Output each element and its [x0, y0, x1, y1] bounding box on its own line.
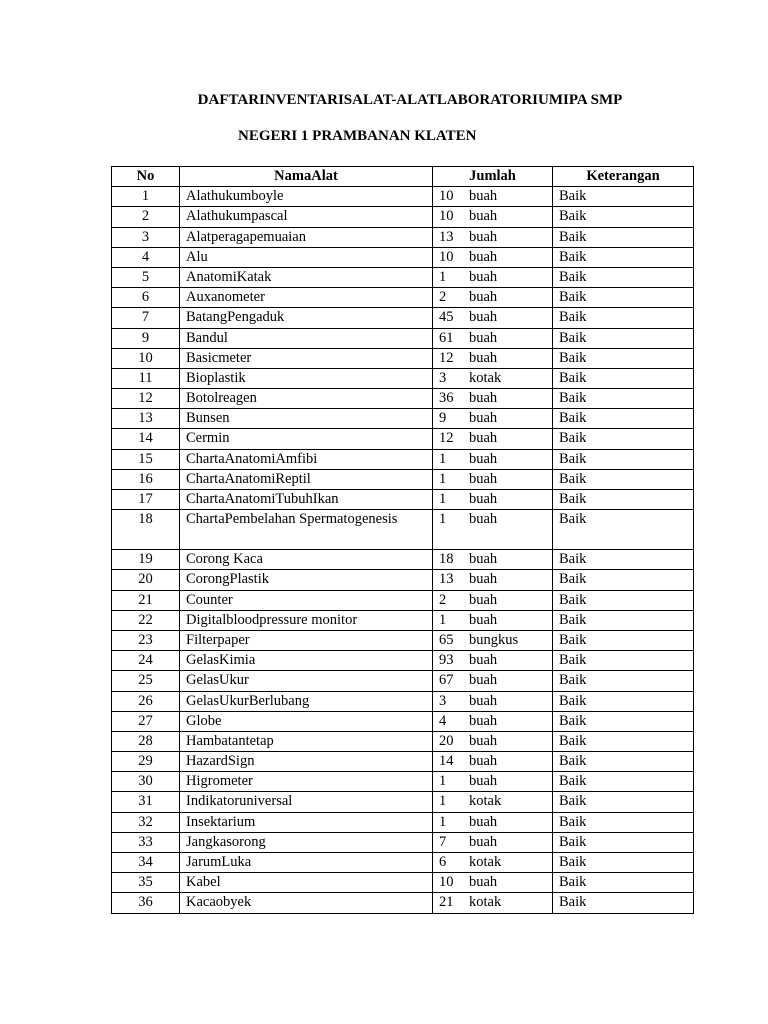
table-row	[112, 893, 694, 913]
row-keterangan: Baik	[553, 731, 694, 751]
row-no: 36	[112, 893, 180, 913]
row-jumlah	[433, 691, 553, 711]
row-keterangan: Baik	[553, 792, 694, 812]
row-qty: 4	[439, 712, 447, 729]
row-no: 15	[112, 449, 180, 469]
row-nama-alat: Bandul	[180, 328, 433, 348]
table-row	[112, 389, 694, 409]
row-unit: buah	[469, 470, 498, 487]
row-keterangan: Baik	[553, 630, 694, 650]
row-keterangan: Baik	[553, 389, 694, 409]
row-keterangan: Baik	[553, 267, 694, 287]
row-unit: kotak	[469, 369, 502, 386]
row-nama-alat: Digitalbloodpressure monitor	[180, 610, 433, 630]
row-nama-alat: Bioplastik	[180, 368, 433, 388]
row-nama-alat: Kabel	[180, 873, 433, 893]
row-nama-alat: Hambatantetap	[180, 731, 433, 751]
row-keterangan: Baik	[553, 570, 694, 590]
row-unit: buah	[469, 712, 498, 729]
row-qty: 61	[439, 329, 454, 346]
row-nama-alat: GelasKimia	[180, 651, 433, 671]
row-unit: buah	[469, 289, 498, 306]
row-unit: buah	[469, 511, 498, 528]
table-row	[112, 247, 694, 267]
row-no: 4	[112, 247, 180, 267]
row-keterangan: Baik	[553, 893, 694, 913]
row-jumlah	[433, 429, 553, 449]
row-unit: buah	[469, 551, 498, 568]
row-jumlah	[433, 207, 553, 227]
row-keterangan: Baik	[553, 308, 694, 328]
row-no: 3	[112, 227, 180, 247]
row-no: 30	[112, 772, 180, 792]
row-keterangan: Baik	[553, 247, 694, 267]
table-row	[112, 207, 694, 227]
document-title: DAFTARINVENTARISALAT-ALATLABORATORIUMIPA SMP	[197, 92, 623, 108]
document-subtitle: NEGERI 1 PRAMBANAN KLATEN	[238, 128, 477, 144]
table-row	[112, 671, 694, 691]
row-unit: buah	[469, 390, 498, 407]
table-row	[112, 227, 694, 247]
row-unit: buah	[469, 430, 498, 447]
row-keterangan: Baik	[553, 449, 694, 469]
row-qty: 1	[439, 511, 447, 528]
table-row	[112, 731, 694, 751]
row-keterangan: Baik	[553, 752, 694, 772]
row-nama-alat: Indikatoruniversal	[180, 792, 433, 812]
row-no: 26	[112, 691, 180, 711]
row-nama-alat: Alathukumpascal	[180, 207, 433, 227]
row-no: 35	[112, 873, 180, 893]
row-keterangan: Baik	[553, 812, 694, 832]
row-qty: 7	[439, 833, 447, 850]
row-jumlah	[433, 832, 553, 852]
row-jumlah	[433, 368, 553, 388]
row-unit: buah	[469, 349, 498, 366]
row-jumlah	[433, 873, 553, 893]
row-jumlah	[433, 630, 553, 650]
row-nama-alat: JarumLuka	[180, 853, 433, 873]
row-unit: buah	[469, 450, 498, 467]
row-keterangan: Baik	[553, 227, 694, 247]
row-jumlah	[433, 469, 553, 489]
inventory-table	[111, 166, 694, 914]
table-row	[112, 368, 694, 388]
row-keterangan: Baik	[553, 510, 694, 550]
row-jumlah	[433, 590, 553, 610]
row-no: 18	[112, 510, 180, 550]
row-unit: kotak	[469, 854, 502, 870]
row-keterangan: Baik	[553, 490, 694, 510]
row-jumlah	[433, 752, 553, 772]
row-no: 5	[112, 267, 180, 287]
row-jumlah	[433, 792, 553, 812]
header-nama-alat: NamaAlat	[180, 167, 433, 187]
row-nama-alat: HazardSign	[180, 752, 433, 772]
row-no: 10	[112, 348, 180, 368]
row-nama-alat: Auxanometer	[180, 288, 433, 308]
table-row	[112, 630, 694, 650]
row-nama-alat: Botolreagen	[180, 389, 433, 409]
row-jumlah	[433, 772, 553, 792]
row-qty: 1	[439, 470, 447, 487]
row-jumlah	[433, 267, 553, 287]
table-row	[112, 812, 694, 832]
row-jumlah	[433, 893, 553, 913]
row-nama-alat: GelasUkur	[180, 671, 433, 691]
row-unit: buah	[469, 228, 498, 245]
row-jumlah	[433, 449, 553, 469]
row-nama-alat: AnatomiKatak	[180, 267, 433, 287]
table-row	[112, 469, 694, 489]
table-row	[112, 610, 694, 630]
row-jumlah	[433, 490, 553, 510]
row-jumlah	[433, 308, 553, 328]
row-no: 28	[112, 731, 180, 751]
row-unit: buah	[469, 611, 498, 628]
table-row	[112, 308, 694, 328]
row-nama-alat: Corong Kaca	[180, 550, 433, 570]
row-qty: 13	[439, 228, 454, 245]
row-nama-alat: Kacaobyek	[180, 893, 433, 913]
row-jumlah	[433, 328, 553, 348]
row-qty: 10	[439, 248, 454, 265]
row-keterangan: Baik	[553, 873, 694, 893]
table-row	[112, 853, 694, 873]
table-row	[112, 429, 694, 449]
row-qty: 10	[439, 188, 454, 205]
row-jumlah	[433, 812, 553, 832]
table-row	[112, 711, 694, 731]
row-qty: 1	[439, 793, 447, 810]
row-nama-alat: Higrometer	[180, 772, 433, 792]
table-row	[112, 570, 694, 590]
row-unit: buah	[469, 268, 498, 285]
row-no: 14	[112, 429, 180, 449]
row-qty: 65	[439, 631, 454, 648]
row-unit: buah	[469, 672, 498, 689]
row-jumlah	[433, 731, 553, 751]
row-jumlah	[433, 409, 553, 429]
row-no: 13	[112, 409, 180, 429]
row-no: 31	[112, 792, 180, 812]
table-body	[112, 187, 694, 913]
row-nama-alat: ChartaPembelahan Spermatogenesis	[180, 510, 433, 550]
row-qty: 21	[439, 894, 454, 911]
table-row	[112, 590, 694, 610]
row-nama-alat: Alathukumboyle	[180, 187, 433, 207]
row-keterangan: Baik	[553, 429, 694, 449]
row-qty: 1	[439, 813, 447, 830]
header-jumlah: Jumlah	[433, 167, 553, 187]
row-no: 24	[112, 651, 180, 671]
row-nama-alat: BatangPengaduk	[180, 308, 433, 328]
row-jumlah	[433, 550, 553, 570]
row-qty: 1	[439, 773, 447, 790]
row-qty: 1	[439, 268, 447, 285]
row-jumlah	[433, 671, 553, 691]
row-nama-alat: ChartaAnatomiTubuhIkan	[180, 490, 433, 510]
row-keterangan: Baik	[553, 368, 694, 388]
row-jumlah	[433, 187, 553, 207]
row-qty: 3	[439, 369, 447, 386]
row-qty: 10	[439, 208, 454, 225]
row-nama-alat: Cermin	[180, 429, 433, 449]
row-unit: buah	[469, 208, 498, 225]
row-unit: buah	[469, 491, 498, 507]
row-qty: 2	[439, 591, 447, 608]
row-jumlah	[433, 853, 553, 873]
table-row	[112, 651, 694, 671]
row-no: 29	[112, 752, 180, 772]
row-jumlah	[433, 288, 553, 308]
row-no: 16	[112, 469, 180, 489]
row-unit: kotak	[469, 894, 502, 911]
row-unit: buah	[469, 188, 498, 205]
row-keterangan: Baik	[553, 590, 694, 610]
table-row	[112, 772, 694, 792]
row-nama-alat: Insektarium	[180, 812, 433, 832]
table-row	[112, 328, 694, 348]
row-no: 22	[112, 610, 180, 630]
row-no: 9	[112, 328, 180, 348]
table-row	[112, 792, 694, 812]
row-qty: 3	[439, 692, 447, 709]
table-row	[112, 832, 694, 852]
row-no: 27	[112, 711, 180, 731]
row-qty: 14	[439, 753, 454, 770]
row-no: 1	[112, 187, 180, 207]
row-no: 25	[112, 671, 180, 691]
row-keterangan: Baik	[553, 651, 694, 671]
row-no: 34	[112, 853, 180, 873]
row-qty: 12	[439, 430, 454, 447]
row-unit: buah	[469, 571, 498, 588]
row-jumlah	[433, 711, 553, 731]
row-nama-alat: ChartaAnatomiAmfibi	[180, 449, 433, 469]
row-qty: 2	[439, 289, 447, 306]
row-no: 20	[112, 570, 180, 590]
row-qty: 67	[439, 672, 454, 689]
row-qty: 1	[439, 611, 447, 628]
row-no: 32	[112, 812, 180, 832]
row-no: 6	[112, 288, 180, 308]
row-unit: bungkus	[469, 631, 519, 648]
row-jumlah	[433, 570, 553, 590]
table-row	[112, 752, 694, 772]
row-unit: buah	[469, 329, 498, 346]
row-keterangan: Baik	[553, 691, 694, 711]
row-unit: buah	[469, 773, 498, 790]
row-no: 21	[112, 590, 180, 610]
table-row	[112, 510, 694, 550]
row-nama-alat: Jangkasorong	[180, 832, 433, 852]
row-no: 19	[112, 550, 180, 570]
row-keterangan: Baik	[553, 207, 694, 227]
row-qty: 36	[439, 390, 454, 407]
row-jumlah	[433, 389, 553, 409]
row-nama-alat: CorongPlastik	[180, 570, 433, 590]
row-keterangan: Baik	[553, 671, 694, 691]
row-qty: 12	[439, 349, 454, 366]
row-qty: 1	[439, 450, 447, 467]
header-keterangan: Keterangan	[553, 167, 694, 187]
table-row	[112, 348, 694, 368]
row-qty: 93	[439, 652, 454, 669]
row-keterangan: Baik	[553, 711, 694, 731]
row-nama-alat: Counter	[180, 590, 433, 610]
row-jumlah	[433, 247, 553, 267]
row-jumlah	[433, 651, 553, 671]
row-unit: buah	[469, 652, 498, 669]
table-row	[112, 873, 694, 893]
table-row	[112, 550, 694, 570]
row-keterangan: Baik	[553, 348, 694, 368]
row-no: 17	[112, 490, 180, 510]
table-row	[112, 449, 694, 469]
row-nama-alat: Globe	[180, 711, 433, 731]
row-nama-alat: Bunsen	[180, 409, 433, 429]
row-nama-alat: GelasUkurBerlubang	[180, 691, 433, 711]
row-qty: 45	[439, 309, 454, 326]
row-keterangan: Baik	[553, 469, 694, 489]
table-row	[112, 267, 694, 287]
table-row	[112, 409, 694, 429]
row-unit: buah	[469, 692, 498, 709]
row-keterangan: Baik	[553, 288, 694, 308]
row-unit: buah	[469, 833, 498, 850]
row-keterangan: Baik	[553, 409, 694, 429]
table-row	[112, 490, 694, 510]
row-keterangan: Baik	[553, 853, 694, 873]
row-no: 33	[112, 832, 180, 852]
table-row	[112, 187, 694, 207]
row-qty: 6	[439, 854, 447, 870]
row-unit: kotak	[469, 793, 502, 810]
row-keterangan: Baik	[553, 772, 694, 792]
row-unit: buah	[469, 309, 498, 326]
row-keterangan: Baik	[553, 187, 694, 207]
table-header-row	[112, 167, 694, 187]
row-nama-alat: Alatperagapemuaian	[180, 227, 433, 247]
row-nama-alat: Basicmeter	[180, 348, 433, 368]
row-no: 7	[112, 308, 180, 328]
row-no: 2	[112, 207, 180, 227]
table-row	[112, 288, 694, 308]
row-nama-alat: ChartaAnatomiReptil	[180, 469, 433, 489]
row-unit: buah	[469, 248, 498, 265]
row-qty: 9	[439, 410, 447, 427]
row-keterangan: Baik	[553, 610, 694, 630]
row-unit: buah	[469, 410, 498, 427]
row-unit: buah	[469, 813, 498, 830]
row-jumlah	[433, 610, 553, 630]
row-keterangan: Baik	[553, 832, 694, 852]
header-no: No	[112, 167, 180, 187]
row-jumlah	[433, 510, 553, 550]
row-unit: buah	[469, 732, 498, 749]
row-qty: 13	[439, 571, 454, 588]
row-jumlah	[433, 227, 553, 247]
row-unit: buah	[469, 753, 498, 770]
row-unit: buah	[469, 591, 498, 608]
row-no: 12	[112, 389, 180, 409]
row-no: 11	[112, 368, 180, 388]
row-qty: 18	[439, 551, 454, 568]
row-qty: 10	[439, 874, 454, 891]
row-nama-alat: Filterpaper	[180, 630, 433, 650]
row-no: 23	[112, 630, 180, 650]
row-unit: buah	[469, 874, 498, 891]
table-row	[112, 691, 694, 711]
row-qty: 20	[439, 732, 454, 749]
row-qty: 1	[439, 491, 447, 507]
row-nama-alat: Alu	[180, 247, 433, 267]
row-keterangan: Baik	[553, 328, 694, 348]
row-jumlah	[433, 348, 553, 368]
row-keterangan: Baik	[553, 550, 694, 570]
